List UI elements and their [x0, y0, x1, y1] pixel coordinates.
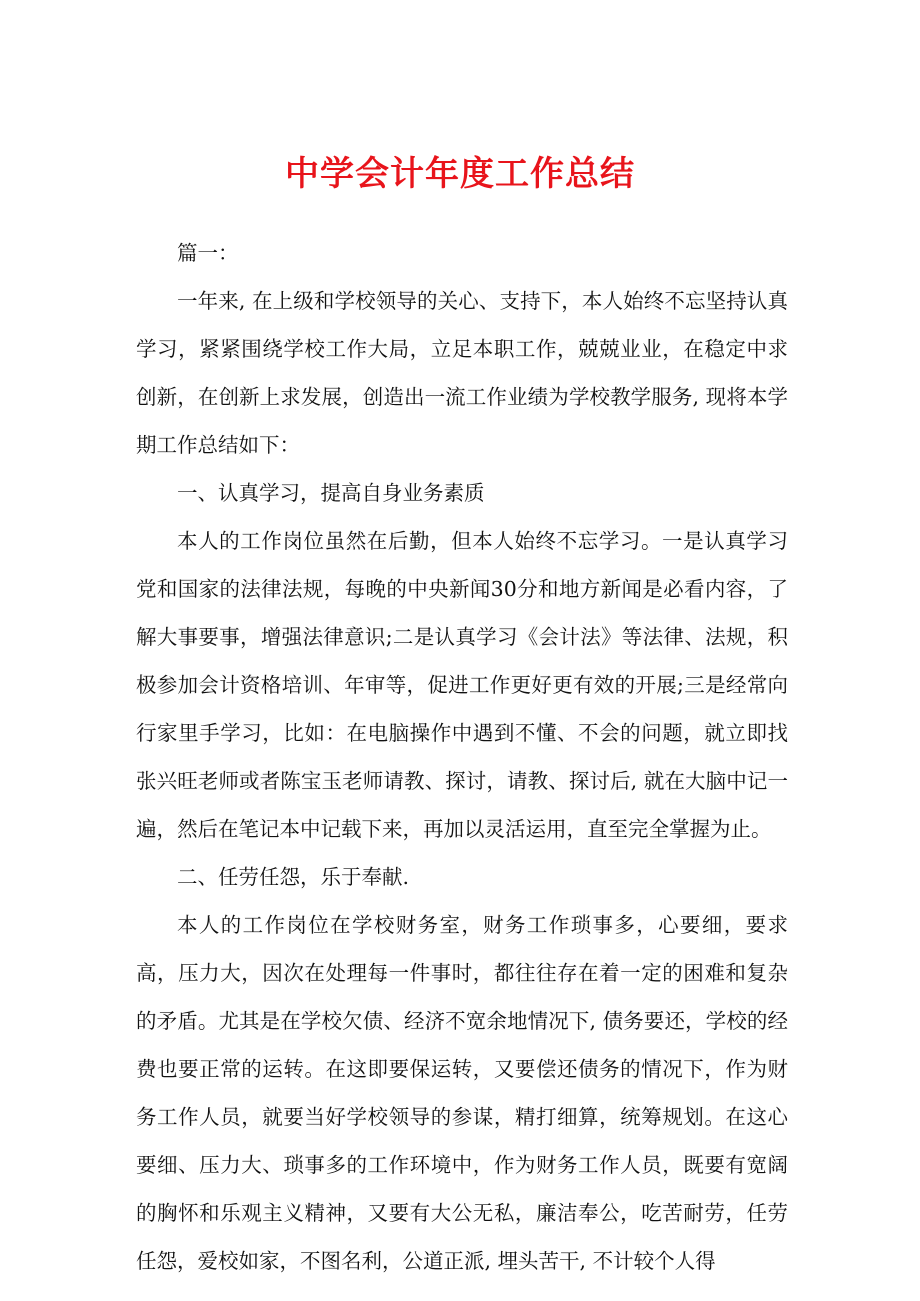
section-2-paragraph: 本人的工作岗位在学校财务室，财务工作琐事多，心要细，要求高，压力大，因次在处理每一件事时，都往往存在着一定的困难和复杂的矛盾。尤其是在学校欠债、经济不宽余地情况下, 债务要还，学校的经费也要正常的运转。在这即要保运转，又要偿还债务的情况下，作为财务工作人员，就要当好学校领导的参谋，精打细算，统筹规划。在这心要细、压力大、琐事多的工作环境中，作为财务工作人员，既要有宽阔的胸怀和乐观主义精神，又要有大公无私，廉洁奉公，吃苦耐劳，任劳任怨，爱校如家，不图名利，公道正派, 埋头苦干, 不计较个人得	[136, 913, 788, 1273]
intro-paragraph: 一年来, 在上级和学校领导的关心、支持下，本人始终不忘坚持认真学习，紧紧围绕学校工作大局，立足本职工作，兢兢业业，在稳定中求创新，在创新上求发展，创造出一流工作业绩为学校教学服务, 现将本学期工作总结如下：	[136, 289, 788, 457]
document-body	[136, 229, 788, 1285]
section-label: 篇一：	[177, 241, 239, 265]
section-heading-2: 二、任劳任怨，乐于奉献.	[177, 865, 410, 889]
document-title: 中学会计年度工作总结	[285, 153, 635, 194]
section-1-paragraph: 本人的工作岗位虽然在后勤，但本人始终不忘学习。一是认真学习党和国家的法律法规，每晚的中央新闻30分和地方新闻是必看内容，了解大事要事，增强法律意识;二是认真学习《会计法》等法律、法规，积极参加会计资格培训、年审等，促进工作更好更有效的开展;三是经常向行家里手学习，比如：在电脑操作中遇到不懂、不会的问题，就立即找张兴旺老师或者陈宝玉老师请教、探讨，请教、探讨后, 就在大脑中记一遍，然后在笔记本中记载下来，再加以灵活运用，直至完全掌握为止。	[136, 529, 788, 841]
section-heading-1: 一、认真学习，提高自身业务素质	[177, 481, 485, 505]
